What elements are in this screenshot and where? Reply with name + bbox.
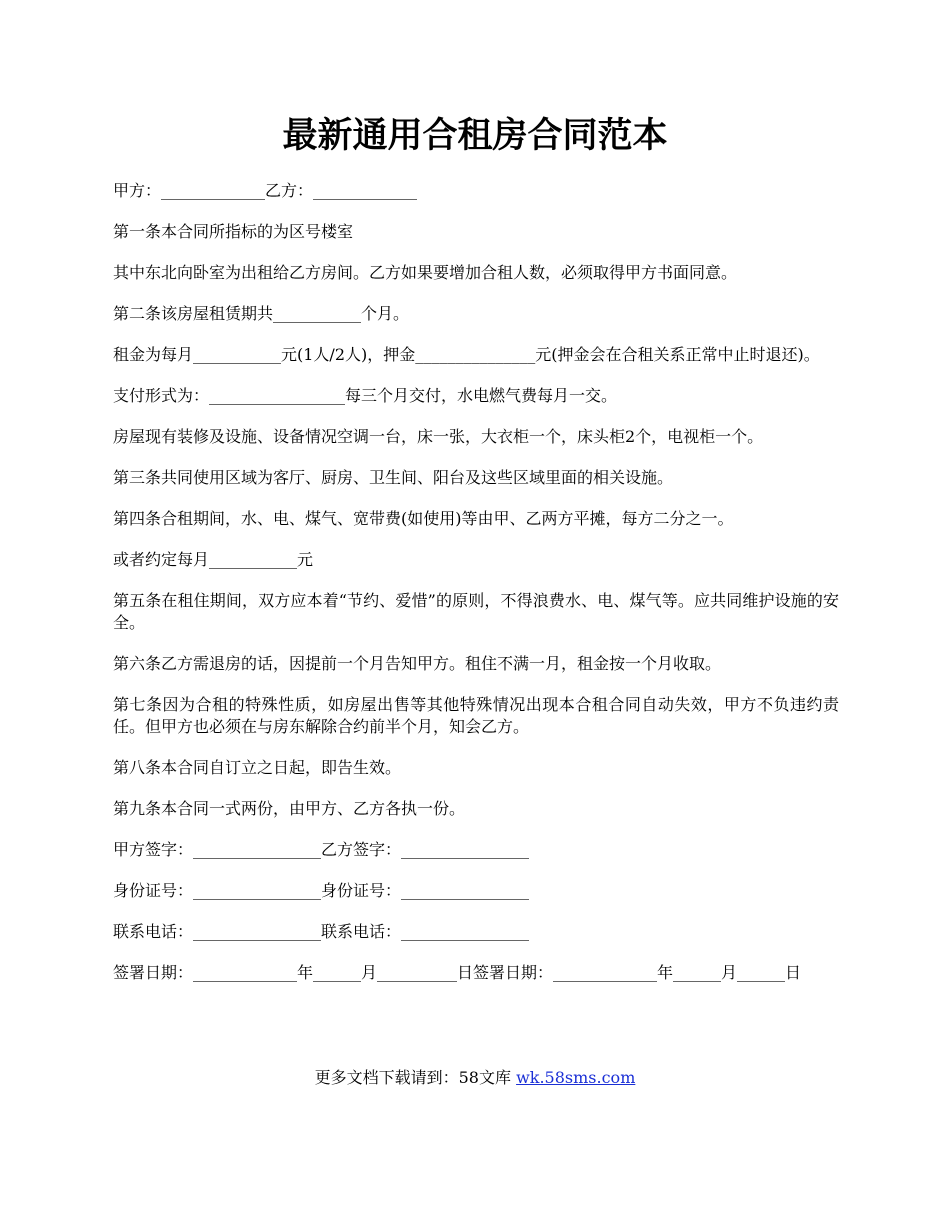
document-title: 最新通用合租房合同范本 [282,115,668,156]
footer [0,1067,950,1089]
facilities: 房屋现有装修及设施、设备情况空调一台，床一张，大衣柜一个，床头柜2个，电视柜一个。 [113,427,764,446]
payment-method: 支付形式为：_________________每三个月交付，水电燃气费每月一交。 [113,386,618,405]
id-number-line: 身份证号：________________身份证号：________________ [113,881,530,900]
clause-2: 第二条该房屋租赁期共___________个月。 [113,304,410,323]
clause-9: 第九条本合同一式两份，由甲方、乙方各执一份。 [113,799,466,818]
rent-deposit: 租金为每月___________元(1人/2人)，押金_______________元(押金会在合租关系正常中止时退还)。 [113,345,820,364]
clause-1-detail: 其中东北向卧室为出租给乙方房间。乙方如果要增加合租人数，必须取得甲方书面同意。 [113,263,738,282]
party-line: 甲方：_____________乙方：_____________ [113,181,418,200]
clause-4: 第四条合租期间，水、电、煤气、宽带费(如使用)等由甲、乙两方平摊，每方二分之一。 [113,509,734,528]
clause-7: 第七条因为合租的特殊性质，如房屋出售等其他特殊情况出现本合租合同自动失效，甲方不负违约责任。但甲方也必须在与房东解除合约前半个月，知会乙方。 [113,695,839,736]
footer-text: 更多文档下载请到：58文库 [314,1068,517,1087]
sign-date-line: 签署日期：_____________年______月__________日签署日期：_____________年______月______日 [113,963,802,982]
phone-line: 联系电话：________________联系电话：________________ [113,922,530,941]
footer-link[interactable]: wk.58sms.com [516,1068,636,1087]
clause-1: 第一条本合同所指标的为区号楼室 [113,222,354,241]
clause-4-alt: 或者约定每月___________元 [113,550,314,569]
signature-line: 甲方签字：________________乙方签字：________________ [113,840,530,859]
clause-6: 第六条乙方需退房的话，因提前一个月告知甲方。租住不满一月，租金按一个月收取。 [113,654,722,673]
clause-5: 第五条在租住期间，双方应本着“节约、爱惜”的原则，不得浪费水、电、煤气等。应共同维护设施的安全。 [113,591,839,632]
clause-3: 第三条共同使用区域为客厅、厨房、卫生间、阳台及这些区域里面的相关设施。 [113,468,674,487]
contract-body [113,180,839,1003]
clause-8: 第八条本合同自订立之日起，即告生效。 [113,758,402,777]
